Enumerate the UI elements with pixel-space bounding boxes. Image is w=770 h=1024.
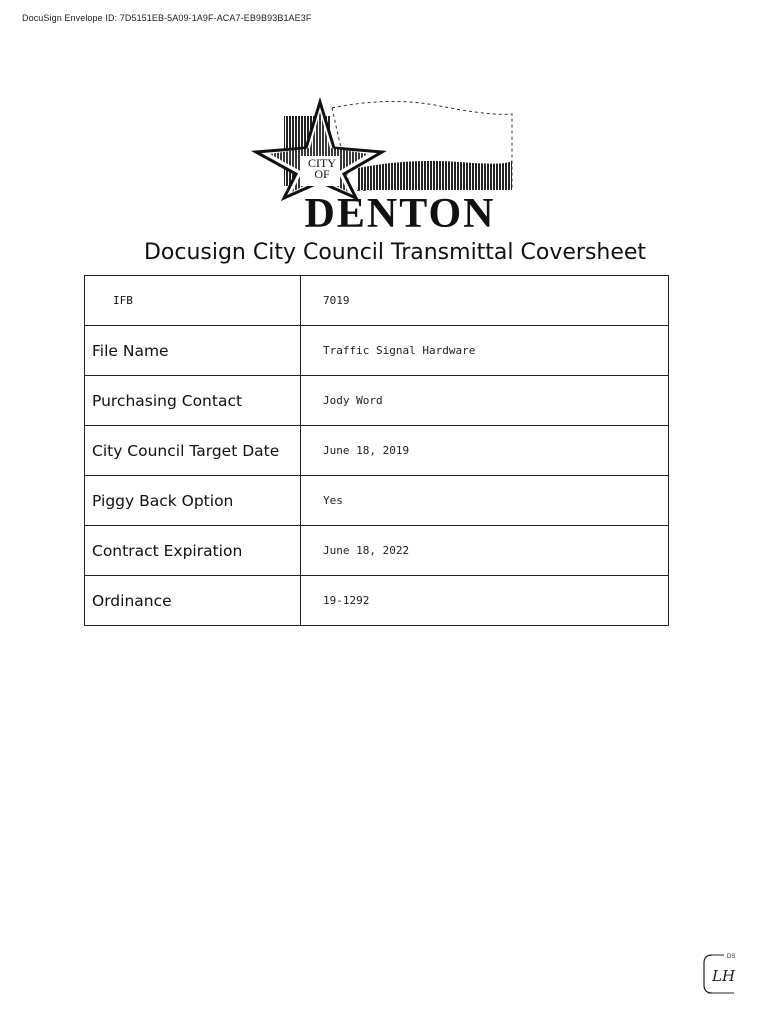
table-row xyxy=(85,376,669,426)
initials-text: LH xyxy=(712,967,736,985)
logo-of-line: OF xyxy=(314,167,330,181)
row-value-ifb: 7019 xyxy=(301,276,669,326)
row-value-target-date: June 18, 2019 xyxy=(301,426,669,476)
table-row xyxy=(85,526,669,576)
row-label-purchasing-contact: Purchasing Contact xyxy=(85,376,301,426)
initials-bracket-icon xyxy=(702,951,736,995)
transmittal-table xyxy=(84,275,669,626)
row-label-ordinance: Ordinance xyxy=(85,576,301,626)
initials-stamp xyxy=(702,951,736,995)
row-value-file-name: Traffic Signal Hardware xyxy=(301,326,669,376)
table-row xyxy=(85,576,669,626)
city-logo xyxy=(250,98,522,238)
table-row xyxy=(85,476,669,526)
envelope-id: DocuSign Envelope ID: 7D5151EB-5A09-1A9F-ACA7-EB9B93B1AE3F xyxy=(22,13,312,23)
logo-city-text xyxy=(302,158,342,180)
table-row xyxy=(85,326,669,376)
row-value-piggy-back: Yes xyxy=(301,476,669,526)
row-label-target-date: City Council Target Date xyxy=(85,426,301,476)
table-row xyxy=(85,426,669,476)
row-value-contract-expiration: June 18, 2022 xyxy=(301,526,669,576)
page-title: Docusign City Council Transmittal Coversheet xyxy=(143,240,647,265)
table-row xyxy=(85,276,669,326)
row-label-ifb: IFB xyxy=(85,276,301,326)
logo-denton-text: DENTON xyxy=(304,191,496,237)
row-label-file-name: File Name xyxy=(85,326,301,376)
row-label-contract-expiration: Contract Expiration xyxy=(85,526,301,576)
initials-tag: DS xyxy=(727,954,736,960)
row-value-purchasing-contact: Jody Word xyxy=(301,376,669,426)
row-label-piggy-back: Piggy Back Option xyxy=(85,476,301,526)
logo-city-line: CITY xyxy=(308,156,336,170)
row-value-ordinance: 19-1292 xyxy=(301,576,669,626)
